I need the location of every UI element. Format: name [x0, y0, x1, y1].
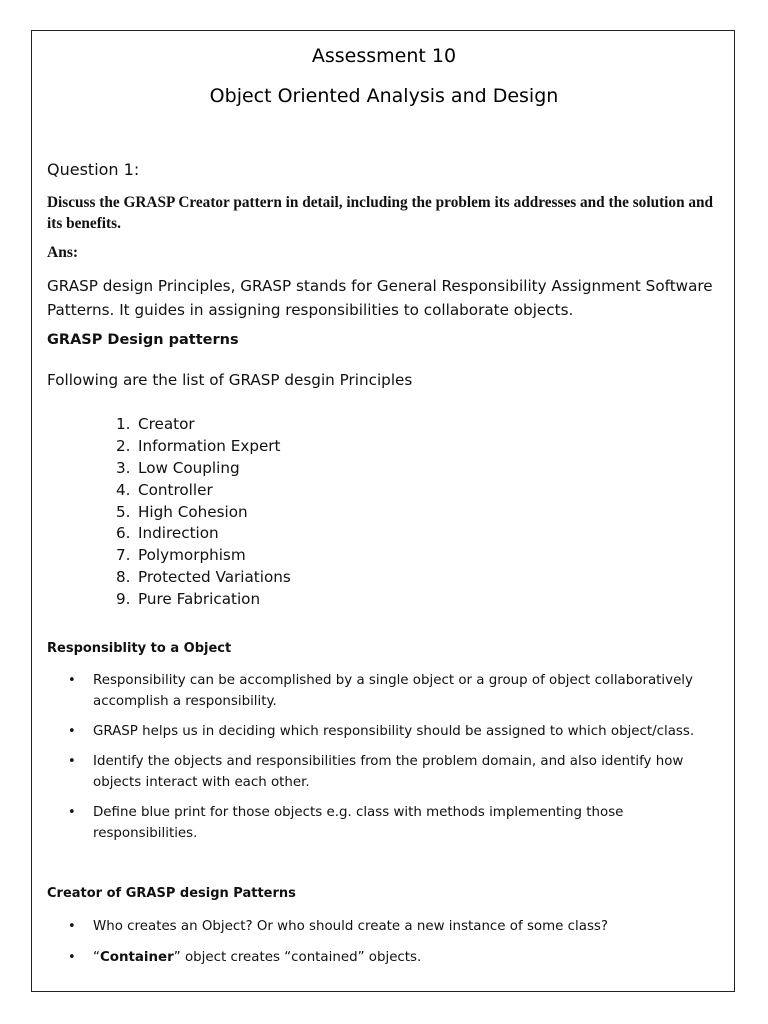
list-item-number: 4.	[116, 480, 131, 499]
list-item	[116, 436, 291, 458]
list-item-label: Low Coupling	[138, 458, 240, 477]
list-item	[47, 916, 727, 937]
bullet-icon: •	[68, 724, 76, 739]
list-item-number: 5.	[116, 502, 131, 521]
principles-list-intro: Following are the list of GRASP desgin Principles	[47, 371, 413, 389]
list-item-number: 8.	[116, 568, 131, 587]
list-item	[116, 567, 291, 589]
bullet-icon: •	[68, 805, 76, 820]
open-quote: “	[93, 950, 100, 965]
list-item-text: Who creates an Object? Or who should create a new instance of some class?	[93, 919, 609, 934]
list-item	[116, 480, 291, 502]
list-item-label: Controller	[138, 480, 213, 499]
list-item-number: 9.	[116, 590, 131, 609]
list-item-label: Polymorphism	[138, 546, 246, 565]
list-item	[47, 751, 727, 793]
container-keyword: Container	[99, 950, 174, 965]
list-item-label: High Cohesion	[138, 502, 248, 521]
list-item-label: Information Expert	[138, 436, 281, 455]
list-item-number: 3.	[116, 458, 131, 477]
bullet-icon: •	[68, 673, 76, 688]
question-label: Question 1:	[47, 160, 140, 179]
answer-label: Ans:	[47, 244, 79, 261]
bullet-icon: •	[68, 950, 76, 965]
list-item-number: 1.	[116, 415, 131, 433]
principles-list	[116, 414, 291, 611]
list-item	[47, 670, 727, 712]
list-item	[47, 721, 727, 742]
bullet-icon: •	[68, 919, 76, 934]
list-item-label: Protected Variations	[138, 568, 291, 587]
document-subtitle: Object Oriented Analysis and Design	[209, 85, 559, 107]
document-title: Assessment 10	[311, 45, 457, 67]
responsibility-heading: Responsiblity to a Object	[47, 641, 232, 656]
list-item	[116, 523, 291, 545]
list-item-label: Pure Fabrication	[138, 590, 261, 609]
list-item-label: Creator	[138, 415, 195, 433]
list-item-number: 7.	[116, 546, 131, 565]
list-item-text: Identify the objects and responsibilities from the problem domain, and also identify how objects interact with each other.	[93, 754, 684, 790]
bullet-icon: •	[68, 754, 76, 769]
design-patterns-heading: GRASP Design patterns	[47, 332, 239, 348]
list-item	[116, 458, 291, 480]
responsibility-bullet-list	[47, 670, 727, 844]
list-item	[116, 502, 291, 524]
creator-bullet-list	[47, 916, 727, 968]
list-item-text: Responsibility can be accomplished by a single object or a group of object collaboratively accomplish a responsibility.	[93, 673, 693, 709]
question-text: Discuss the GRASP Creator pattern in detail, including the problem its addresses and the solution and its benefits.	[47, 194, 714, 232]
list-item-label: Indirection	[138, 524, 219, 543]
list-item	[116, 545, 291, 567]
intro-paragraph: GRASP design Principles, GRASP stands for General Responsibility Assignment Software Patterns. It guides in assigning responsibilities to collaborate objects.	[47, 277, 713, 319]
list-item	[47, 802, 727, 844]
list-item-number: 2.	[116, 436, 131, 455]
list-item	[116, 589, 291, 611]
list-item-text: ” object creates “contained” objects.	[173, 950, 422, 965]
list-item-text: Define blue print for those objects e.g. class with methods implementing those responsibilities.	[93, 805, 624, 841]
list-item	[47, 947, 727, 968]
list-item-text: GRASP helps us in deciding which responsibility should be assigned to which object/class.	[93, 724, 695, 739]
list-item-number: 6.	[116, 524, 131, 543]
list-item	[116, 414, 291, 436]
creator-heading: Creator of GRASP design Patterns	[47, 886, 296, 901]
